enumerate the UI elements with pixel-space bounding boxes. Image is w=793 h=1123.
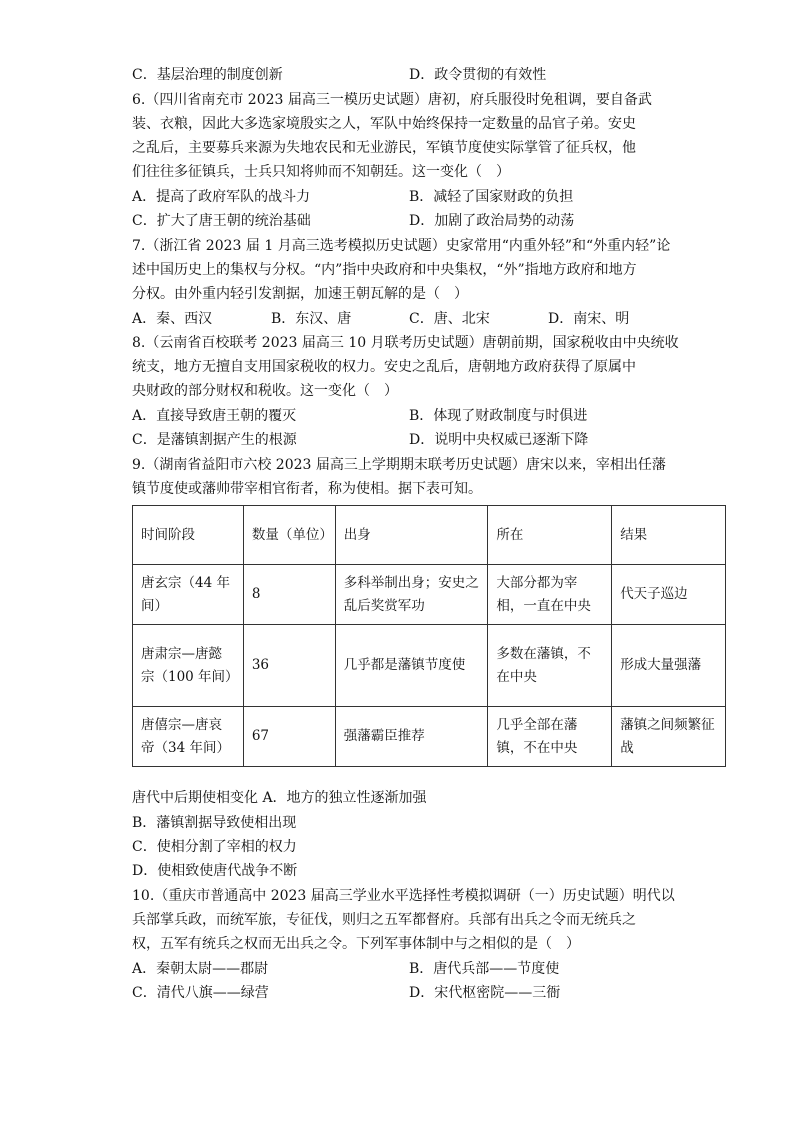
q9-stem-after: 唐代中后期使相变化 A．地方的独立性逐渐加强 [132,790,427,806]
q5-option-c: C．基层治理的制度创新 [132,67,283,83]
q6-stem-line-3: 之乱后，主要募兵来源为失地农民和无业游民，军镇节度使实际掌管了征兵权，他 [132,140,636,156]
q7-option-c: C．唐、北宋 [409,311,490,327]
table-cell: 强藩霸臣推荐 [335,707,488,767]
q9-stem-line-2: 镇节度使或藩帅带宰相官衔者，称为使相。据下表可知。 [132,481,482,497]
q9-option-d: D．使相致使唐代战争不断 [132,863,298,879]
q5-option-d: D．政令贯彻的有效性 [409,67,547,83]
q6-option-a: A．提高了政府军队的战斗力 [132,189,311,205]
q8-option-b: B．体现了财政制度与时俱进 [409,408,588,424]
q10-option-b: B．唐代兵部——节度使 [409,961,560,977]
q6-option-d: D．加剧了政治局势的动荡 [409,213,575,229]
q6-option-c: C．扩大了唐王朝的统治基础 [132,213,311,229]
q9-option-b: B．藩镇割据导致使相出现 [132,815,297,831]
q7-option-a: A．秦、西汉 [132,311,213,327]
table-cell: 代天子巡边 [612,565,726,625]
table-cell: 几乎都是藩镇节度使 [335,625,488,707]
table-cell: 唐肃宗—唐懿宗（100 年间） [133,625,244,707]
q7-stem-line-2: 述中国历史上的集权与分权。“内”指中央政府和中央集权，“外”指地方政府和地方 [132,262,637,278]
table-cell: 唐玄宗（44 年间） [133,565,244,625]
table-cell: 36 [243,625,335,707]
table-cell: 大部分都为宰相，一直在中央 [488,565,612,625]
q10-stem-line-1: 10.（重庆市普通高中 2023 届高三学业水平选择性考模拟调研（一）历史试题）明代以 [132,888,675,904]
q6-option-b: B．减轻了国家财政的负担 [409,189,574,205]
q9-table [132,505,726,767]
table-cell: 67 [243,707,335,767]
q6-stem-line-1: 6.（四川省南充市 2023 届高三一模历史试题）唐初，府兵服役时免租调，要自备武 [132,92,652,108]
q9-stem-line-1: 9.（湖南省益阳市六校 2023 届高三上学期期末联考历史试题）唐宋以来，宰相出任藩 [132,457,666,473]
table-header-row [133,506,726,565]
table-cell: 藩镇之间频繁征战 [612,707,726,767]
q10-stem-line-3: 权，五军有统兵之权而无出兵之令。下列军事体制中与之相似的是（ ） [132,936,580,952]
q8-stem-line-3: 央财政的部分财权和税收。这一变化（ ） [132,383,398,399]
q9-option-c: C．使相分割了宰相的权力 [132,839,297,855]
q8-stem-line-2: 统支，地方无擅自支用国家税收的权力。安史之乱后，唐朝地方政府获得了原属中 [132,359,636,375]
table-header-cell: 数量（单位） [243,506,335,565]
q7-option-b: B．东汉、唐 [271,311,352,327]
table-row [133,707,726,767]
table-cell: 多数在藩镇，不在中央 [488,625,612,707]
q10-option-c: C．清代八旗——绿营 [132,985,269,1001]
q6-stem-line-2: 装、衣粮，因此大多选家境殷实之人，军队中始终保持一定数量的品官子弟。安史 [132,116,636,132]
q10-option-d: D．宋代枢密院——三衙 [409,985,561,1001]
q10-stem-line-2: 兵部掌兵政，而统军旅，专征伐，则归之五军都督府。兵部有出兵之令而无统兵之 [132,912,636,928]
table-cell: 形成大量强藩 [612,625,726,707]
q10-option-a: A．秦朝太尉——郡尉 [132,961,269,977]
table-cell: 8 [243,565,335,625]
table-cell: 多科举制出身；安史之乱后奖赏军功 [335,565,488,625]
q6-stem-line-4: 们往往多征镇兵，士兵只知将帅而不知朝廷。这一变化（ ） [132,164,510,180]
table-header-cell: 结果 [612,506,726,565]
q7-stem-line-3: 分权。由外重内轻引发割据，加速王朝瓦解的是（ ） [132,286,468,302]
table-cell: 几乎全部在藩镇，不在中央 [488,707,612,767]
q8-option-c: C．是藩镇割据产生的根源 [132,432,297,448]
table-cell: 唐僖宗—唐哀帝（34 年间） [133,707,244,767]
q8-option-d: D．说明中央权威已逐渐下降 [409,432,589,448]
q7-option-d: D．南宋、明 [548,311,630,327]
table-header-cell: 所在 [488,506,612,565]
table-row [133,625,726,707]
q8-option-a: A．直接导致唐王朝的覆灭 [132,408,297,424]
q8-stem-line-1: 8.（云南省百校联考 2023 届高三 10 月联考历史试题）唐朝前期，国家税收由中央统收 [132,335,679,351]
q7-stem-line-1: 7.（浙江省 2023 届 1 月高三选考模拟历史试题）史家常用“内重外轻”和“外重内轻”论 [132,238,671,254]
table-header-cell: 出身 [335,506,488,565]
table-header-cell: 时间阶段 [133,506,244,565]
table-row [133,565,726,625]
